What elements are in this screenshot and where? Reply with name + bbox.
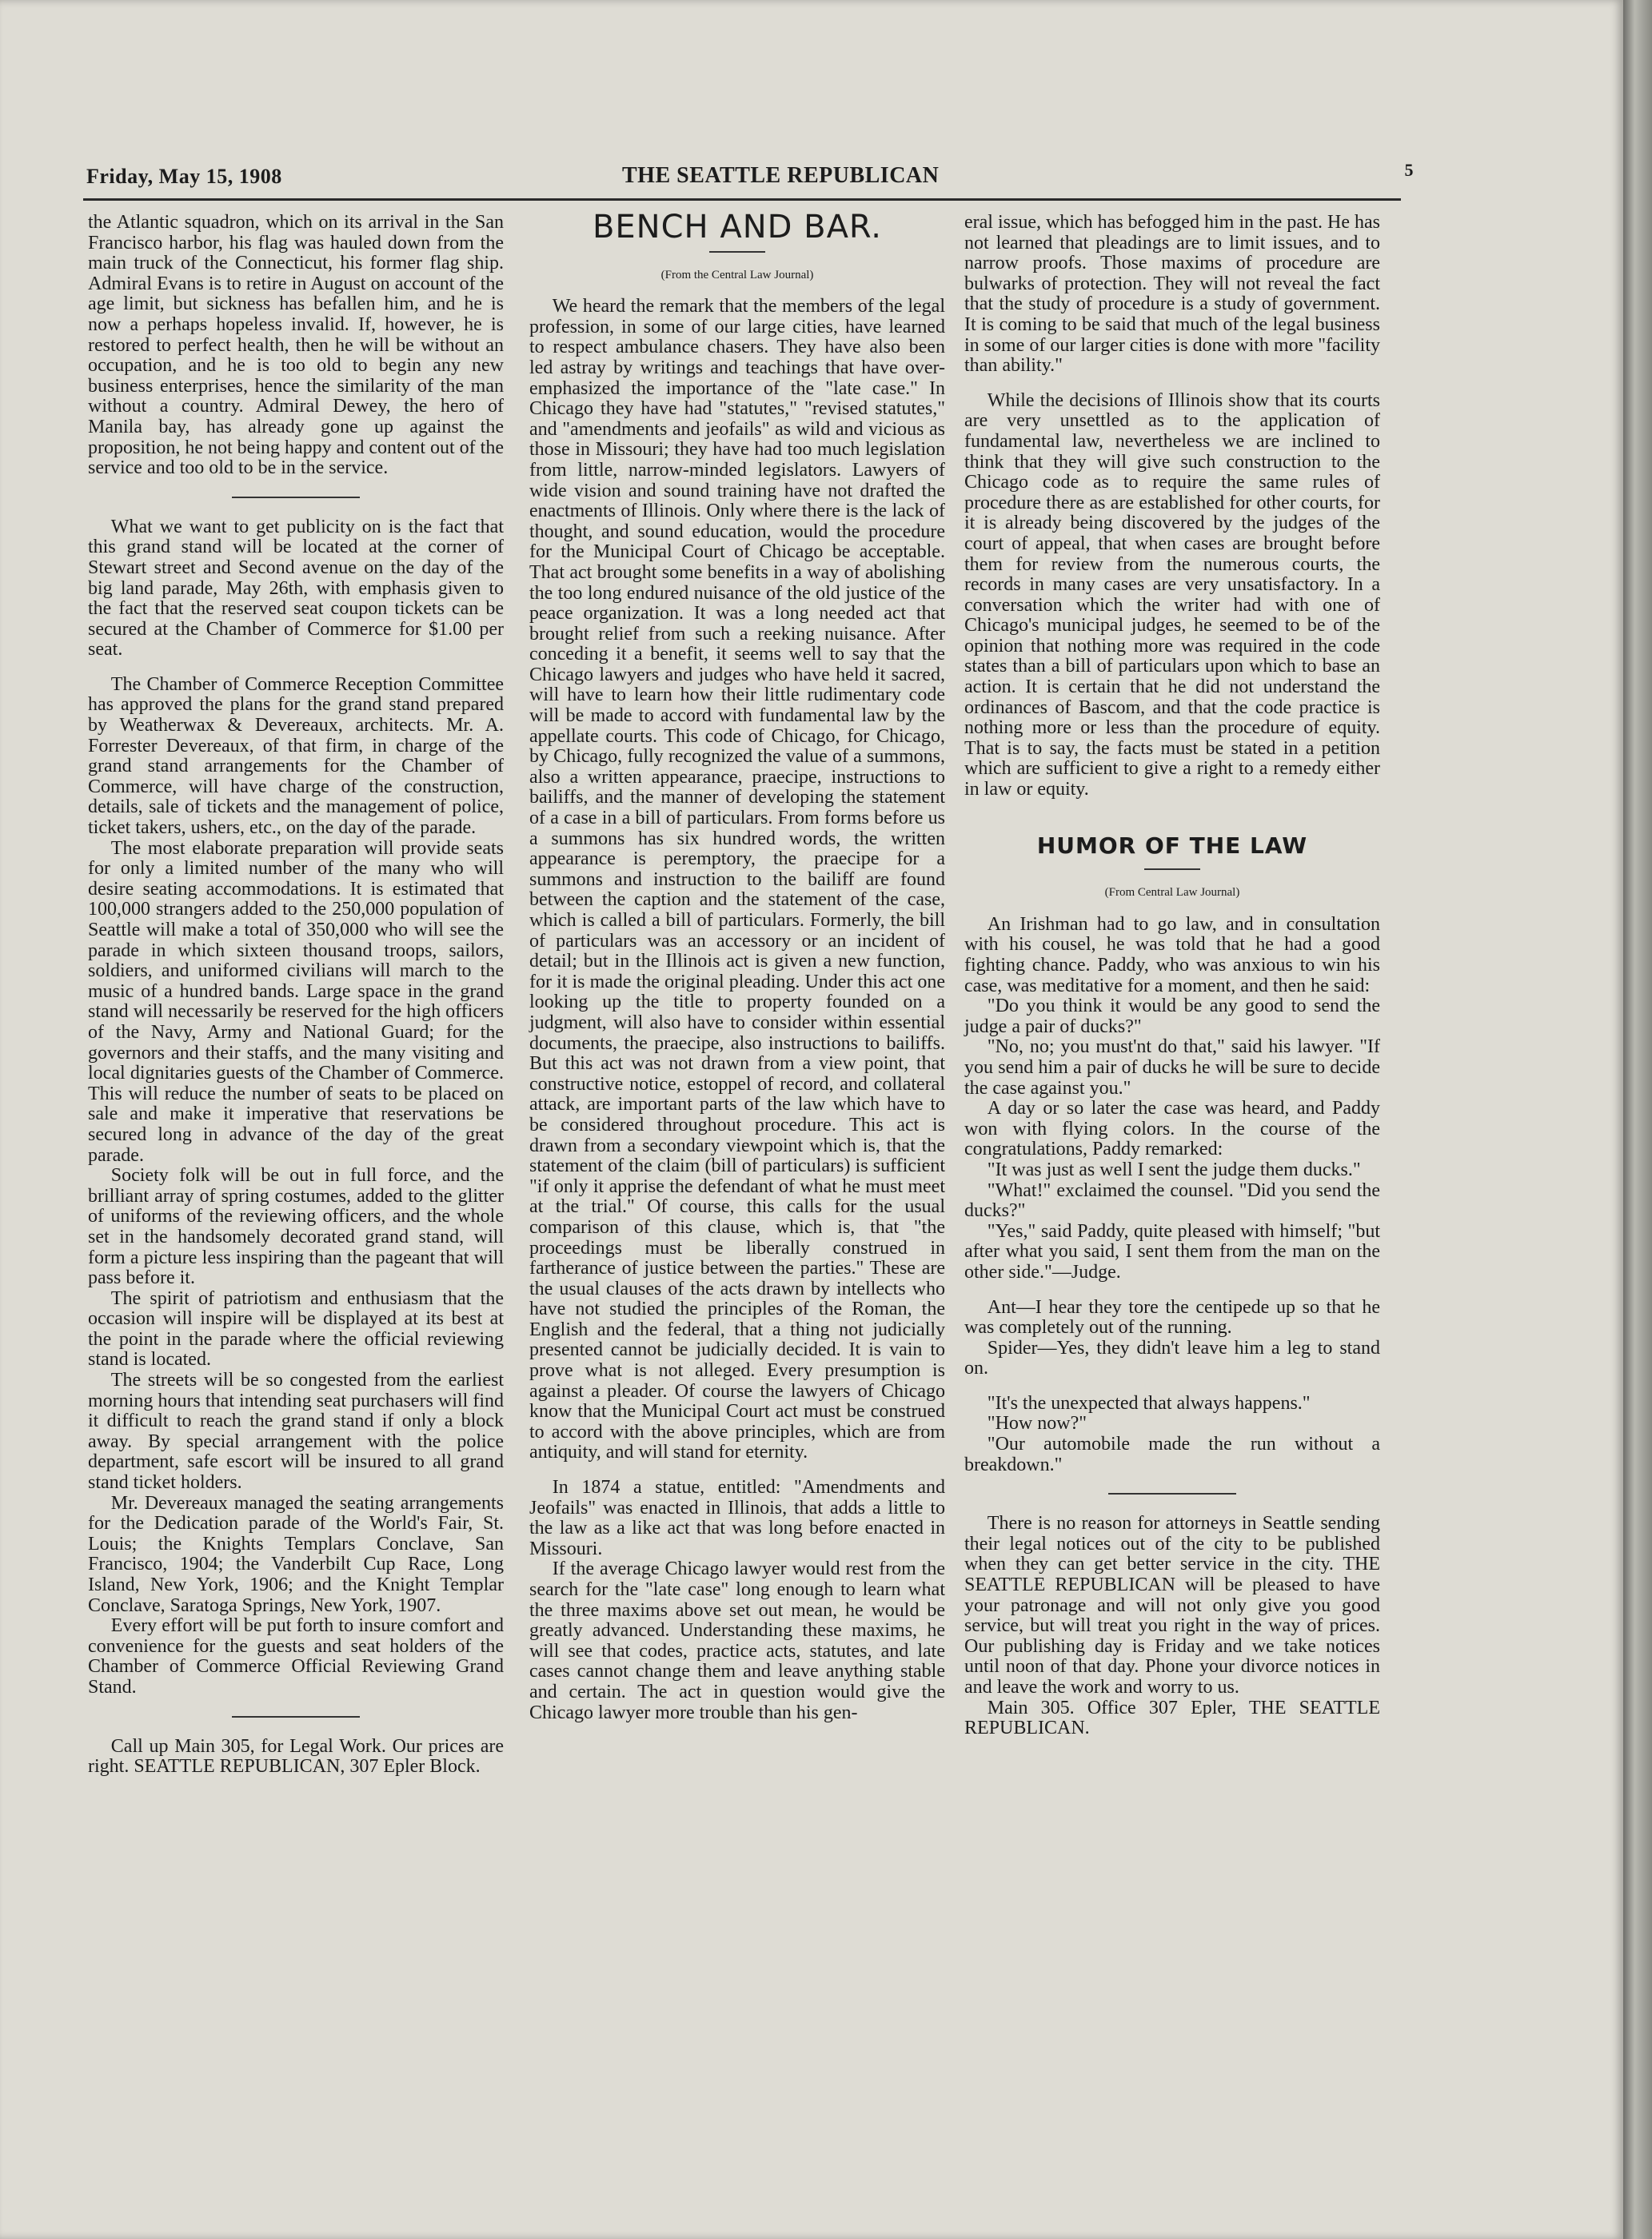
paragraph: Every effort will be put forth to insure comfort and convenience for the guests and seat holders of the Chamber of Commerce Official Reviewing Grand Stand. (88, 1615, 504, 1698)
article-source: (From the Central Law Journal) (660, 268, 814, 281)
paragraph: "It was just as well I sent the judge them ducks." (987, 1159, 1361, 1180)
paragraph: "No, no; you must'nt do that," said his lawyer. "If you send him a pair of ducks he will be sure to decide the case against you." (964, 1036, 1380, 1099)
section-divider (1108, 1493, 1236, 1495)
newspaper-title: THE SEATTLE REPUBLICAN (622, 163, 940, 188)
paragraph: In 1874 a statue, entitled: "Amendments and Jeofails" was enacted in Illinois, that adds a little to the law as a like act that was long before enacted in Missouri. (529, 1477, 945, 1559)
article-headline: BENCH AND BAR. (592, 209, 883, 245)
paragraph: "Yes," said Paddy, quite pleased with himself; "but after what you said, I sent them from the man on the other side."—Judge. (964, 1220, 1380, 1283)
column-3 (964, 213, 1380, 1739)
column-1 (88, 213, 504, 1778)
paragraph: "What!" exclaimed the counsel. "Did you send the ducks?" (964, 1179, 1380, 1222)
page-number: 5 (1404, 160, 1414, 180)
paragraph: Ant—I hear they tore the centipede up so that he was completely out of the running. (964, 1296, 1380, 1339)
paragraph: The Chamber of Commerce Reception Committee has approved the plans for the grand stand prepared by Weatherwax & Devereaux, architects. Mr. A. Forrester Devereaux, of that firm, in charge of the grand stand arrangements for the Chamber of Commerce, will have charge of the construction, details, sale of tickets and the management of police, ticket takers, ushers, etc., on the day of the parade. (88, 673, 504, 839)
paragraph: "It's the unexpected that always happens." (987, 1392, 1311, 1414)
paragraph: "Do you think it would be any good to send the judge a pair of ducks?" (964, 996, 1380, 1037)
section-divider (232, 1716, 360, 1718)
paragraph: Society folk will be out in full force, and the brilliant array of spring costumes, added to the glitter of uniforms of the reviewing officers, and the whole set in the handsomely decorated grand stand, will form a picture less inspiring than the pageant that will pass before it. (88, 1165, 504, 1289)
humor-headline: HUMOR OF THE LAW (1036, 832, 1308, 859)
header-rule (83, 198, 1401, 201)
paragraph: The spirit of patriotism and enthusiasm that the occasion will inspire will be displayed at its best at the point in the parade where the official reviewing stand is located. (88, 1287, 504, 1371)
paragraph: If the average Chicago lawyer would rest from the search for the "late case" long enough to learn what the three maxims above set out mean, he would be greatly advanced. Understanding these maxims, he will see that codes, practice acts, statutes, and late cases cannot change them and leave anything stable and certain. The act in question would give the Chicago lawyer more trouble than his gen- (529, 1559, 945, 1723)
notice-paragraph: There is no reason for attorneys in Seattle sending their legal notices out of the city to be published when they can get better service in the city. THE SEATTLE REPUBLICAN will be pleased to have your patronage and will not only give you good service, but will treat you right in the way of prices. Our publishing day is Friday and we take notices until noon of that day. Phone your divorce notices in and leave the work and worry to us. (964, 1513, 1380, 1698)
page-edge (1623, 0, 1652, 2239)
paragraph: A day or so later the case was heard, and Paddy won with flying colors. In the course of the congratulations, Paddy remarked: (964, 1098, 1380, 1160)
paragraph: What we want to get publicity on is the fact that this grand stand will be located at the corner of Stewart street and Second avenue on the day of the big land parade, May 26th, with emphasis given to the fact that the reserved seat coupon tickets can be secured at the Chamber of Commerce for $1.00 per seat. (88, 516, 504, 661)
ad-paragraph: Call up Main 305, for Legal Work. Our prices are right. SEATTLE REPUBLICAN, 307 Epler Block. (88, 1735, 504, 1778)
page-header (86, 160, 1414, 195)
paragraph: "How now?" (987, 1413, 1087, 1435)
headline-rule (1144, 868, 1200, 870)
headline-rule (709, 251, 765, 253)
paragraph: eral issue, which has befogged him in the past. He has not learned that pleadings are to limit issues, and to narrow proofs. Those maxims of procedure are bulwarks of protection. They will not reveal the fact that the study of procedure is a study of government. It is coming to be said that much of the legal business in some of our larger cities is done with more "facility than ability." (964, 212, 1380, 377)
paragraph: Mr. Devereaux managed the seating arrangements for the Dedication parade of the World's Fair, St. Louis; the Knights Templars Conclave, San Francisco, 1904; the Vanderbilt Cup Race, Long Island, New York, 1906; and the Knight Templar Conclave, Saratoga Springs, New York, 1907. (88, 1492, 504, 1616)
paragraph: We heard the remark that the members of the legal profession, in some of our large cities, have learned to respect ambulance chasers. They have also been led astray by writings and teachings that have over-emphasized the importance of the "late case." In Chicago they have had "statutes," "revised statutes," and "amendments and jeofails" as wild and vicious as those in Missouri; they have had too much legislation from little, narrow-minded legislators. Lawyers of wide vision and sound training have not drafted the enactments of Illinois. Only where there is the lack of thought, and sound education, would the procedure for the Municipal Court of Chicago be acceptable. That act brought some benefits in a way of abolishing the too long endured nuisance of the old justice of the peace organization. It was a long needed act that brought relief from such a reeking nuisance. After conceding it a benefit, it seems well to say that the Chicago lawyers and judges who have held it sacred, will have to learn how their little rudimentary code will be made to accord with fundamental law by the appellate courts. This code of Chicago, for Chicago, by Chicago, fully recognized the value of a summons, also a written appearance, praecipe, instructions to bailiffs, and the manner of developing the statement of a case in a bill of particulars. From forms before us a summons has six hundred words, the written appearance is peremptory, the praecipe for a summons and instruction to the bailiff are found between the caption and the statement of the case, which is called a bill of particulars. Formerly, the bill of particulars was an accessory or an incident of detail; but in the Illinois act is given a new function, for it is made the original pleading. Under this act one looking up the title to property founded on a judgment, will also have to consider within essential documents, the praecipe, also instructions to bailiffs. But this act was not drawn from a view point, that constructive notice, estoppel of record, and collateral attack, are important parts of the law which have to be considered throughout procedure. This act is drawn from a secondary viewpoint which is, that the statement of the claim (bill of particulars) is sufficient "if only it apprise the defendant of what he must meet at the trial." Of course, this calls for the usual comparison of this clause, which is, that "the proceedings must be liberally construed in fartherance of justice between the parties." These are the usual clauses of the acts drawn by intellects who have not studied the principles of the Roman, the English and the federal, that a thing not judicially presented cannot be judicially decided. It is vain to prove what is not alleged. Every presumption is against a pleader. Of course the lawyers of Chicago know that the Municipal Court act must be construed to accord with the above principles, which are from antiquity, and will stand for eternity. (529, 296, 945, 1463)
column-2 (529, 209, 945, 1723)
paragraph: The streets will be so congested from the earliest morning hours that intending seat purchasers will find it difficult to reach the grand stand if only a block away. By special arrangement with the police department, safe escort will be insured to all grand stand ticket holders. (88, 1370, 504, 1494)
paragraph: "Our automobile made the run without a breakdown." (964, 1434, 1380, 1475)
issue-date: Friday, May 15, 1908 (86, 165, 282, 188)
paragraph: An Irishman had to go law, and in consultation with his cousel, he was told that he had a good fighting chance. Paddy, who was anxious to win his case, was meditative for a moment, and then he said: (964, 913, 1380, 996)
paragraph: While the decisions of Illinois show that its courts are very unsettled as to the application of fundamental law, nevertheless we are inclined to think that they will give such construction to the Chicago code as to require the same rules of procedure there as are established for other courts, for it is already being discovered by the judges of the court of appeal, that when cases are brought before them for review from the numerous courts, the records in many cases are very unsatisfactory. In a conversation which the writer had with one of Chicago's municipal judges, he seemed to be of the opinion that nothing more was required in the code states than a bill of particulars upon which to base an action. It is certain that he did not understand the ordinances of Bascom, and that the code practice is nothing more or less than the procedure of equity. That is to say, the facts must be stated in a petition which are sufficient to give a right to a remedy either in law or equity. (964, 389, 1380, 800)
notice-paragraph: Main 305. Office 307 Epler, THE SEATTLE REPUBLICAN. (964, 1697, 1380, 1739)
paragraph: The most elaborate preparation will provide seats for only a limited number of the many who will desire seating accommodations. It is estimated that 100,000 strangers added to the 250,000 population of Seattle will make a total of 350,000 who will see the parade in which sixteen thousand troops, sailors, soldiers, and uniformed civilians will march to the music of a hundred bands. Large space in the grand stand will necessarily be reserved for the high officers of the Navy, Army and National Guard; for the governors and their staffs, and the many visiting and local dignitaries guests of the Chamber of Commerce. This will reduce the number of seats to be placed on sale and make it imperative that reservations be secured long in advance of the day of the great parade. (88, 837, 504, 1166)
paragraph: the Atlantic squadron, which on its arrival in the San Francisco harbor, his flag was hauled down from the main truck of the Connecticut, his former flag ship. Admiral Evans is to retire in August on account of the age limit, but sickness has befallen him, and he is now a perhaps hopeless invalid. If, however, he is restored to perfect health, then he will be without an occupation, and he is too old to begin any new business enterprises, hence the similarity of the man without a country. Admiral Dewey, the hero of Manila bay, has already gone up against the proposition, he not being happy and content out of the service and too old to be in the service. (88, 212, 504, 479)
paragraph: Spider—Yes, they didn't leave him a leg to stand on. (964, 1337, 1380, 1379)
section-divider (232, 497, 360, 498)
humor-source: (From Central Law Journal) (1104, 886, 1240, 900)
